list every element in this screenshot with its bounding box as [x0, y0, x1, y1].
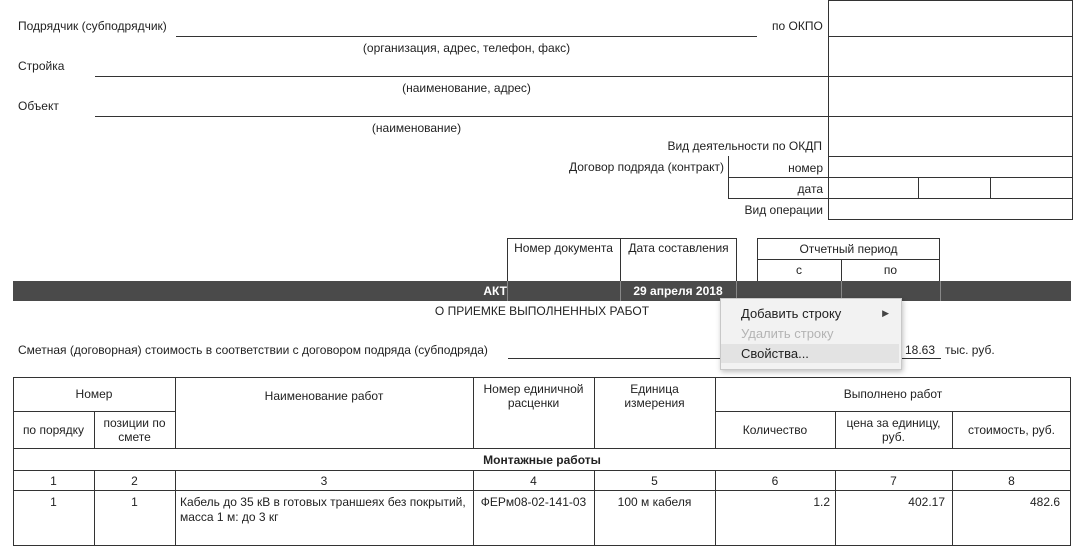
menu-item-add-row[interactable] — [721, 304, 899, 323]
header-number-group: Номер — [75, 387, 113, 401]
period-label: Отчетный период — [799, 242, 898, 256]
row-unit[interactable]: 100 м кабеля — [617, 495, 692, 509]
col-number: 5 — [651, 473, 658, 488]
menu-item-label: Добавить строку — [741, 306, 842, 321]
col-number: 2 — [131, 473, 138, 488]
header-position: позиции по смете — [103, 415, 166, 444]
row-qty[interactable]: 1.2 — [813, 495, 830, 509]
period-from-label: с — [796, 263, 802, 277]
estimate-unit: тыс. руб. — [945, 343, 995, 357]
code-divider — [728, 156, 729, 198]
site-line[interactable] — [95, 76, 828, 77]
estimate-label: Сметная (договорная) стоимость в соответствии с договором подряда (субподряда) — [18, 343, 488, 357]
code-divider — [728, 198, 1073, 199]
code-divider — [828, 116, 1073, 117]
object-label: Объект — [18, 99, 59, 113]
row-order[interactable]: 1 — [50, 495, 57, 509]
date-day-divider — [918, 177, 919, 198]
header-cost: стоимость, руб. — [968, 422, 1055, 437]
code-boxes — [828, 0, 1073, 220]
act-bar-divider — [507, 281, 508, 301]
col-number: 3 — [320, 473, 328, 488]
col-number: 1 — [50, 473, 57, 488]
col-number: 4 — [530, 473, 537, 488]
contract-number-label: номер — [788, 161, 823, 175]
okpo-label: по ОКПО — [772, 19, 823, 33]
menu-item-label: Свойства... — [741, 346, 809, 361]
header-price: цена за единицу, руб. — [846, 415, 941, 444]
header-qty: Количество — [742, 422, 808, 437]
menu-item-delete-row — [721, 324, 899, 343]
header-rate: Номер единичной расценки — [483, 382, 584, 410]
contractor-label: Подрядчик (субподрядчик) — [18, 19, 167, 33]
date-month-divider — [990, 177, 991, 198]
col-number: 7 — [890, 473, 897, 488]
header-name: Наименование работ — [264, 388, 384, 403]
act-bar — [13, 281, 1071, 301]
act-title: АКТ — [483, 284, 507, 298]
doc-date-label: Дата составления — [628, 241, 729, 255]
contract-date-label: дата — [797, 182, 823, 196]
row-cost[interactable]: 482.6 — [1029, 495, 1060, 509]
context-menu — [720, 298, 902, 370]
submenu-arrow-icon: ▶ — [882, 308, 889, 318]
header-done-group: Выполнено работ — [843, 387, 943, 401]
doc-number-label: Номер документа — [514, 241, 613, 255]
table-line — [13, 490, 1071, 491]
code-divider — [828, 156, 1073, 157]
row-rate[interactable]: ФЕРм08-02-141-03 — [480, 495, 587, 509]
section-title: Монтажные работы — [483, 452, 601, 467]
contractor-line[interactable] — [176, 36, 757, 37]
contract-label: Договор подряда (контракт) — [568, 160, 724, 174]
site-label: Стройка — [18, 59, 65, 73]
object-line[interactable] — [95, 116, 828, 117]
act-subtitle: О ПРИЕМКЕ ВЫПОЛНЕННЫХ РАБОТ — [434, 304, 650, 318]
period-to-label: по — [883, 263, 898, 277]
header-order: по порядку — [22, 422, 85, 437]
row-name[interactable]: Кабель до 35 кВ в готовых траншеях без покрытий, масса 1 м: до 3 кг — [180, 495, 466, 524]
row-position[interactable]: 1 — [131, 495, 138, 509]
code-divider — [828, 36, 1073, 37]
site-hint: (наименование, адрес) — [402, 81, 531, 95]
code-divider — [728, 177, 1073, 178]
object-hint: (наименование) — [371, 121, 462, 135]
header-unit: Единица измерения — [624, 382, 685, 410]
code-divider — [828, 76, 1073, 77]
menu-item-properties[interactable] — [721, 344, 899, 363]
act-bar-divider — [940, 281, 941, 301]
col-number: 6 — [771, 473, 779, 488]
act-date[interactable]: 29 апреля 2018 — [633, 284, 723, 298]
contractor-hint: (организация, адрес, телефон, факс) — [362, 41, 571, 55]
okdp-label: Вид деятельности по ОКДП — [667, 139, 822, 153]
operation-label: Вид операции — [744, 203, 823, 217]
row-price[interactable]: 402.17 — [908, 495, 945, 509]
col-number: 8 — [1008, 473, 1015, 488]
estimate-value[interactable]: 18.63 — [904, 343, 935, 357]
period-divider — [757, 259, 940, 260]
menu-item-label: Удалить строку — [741, 326, 834, 341]
